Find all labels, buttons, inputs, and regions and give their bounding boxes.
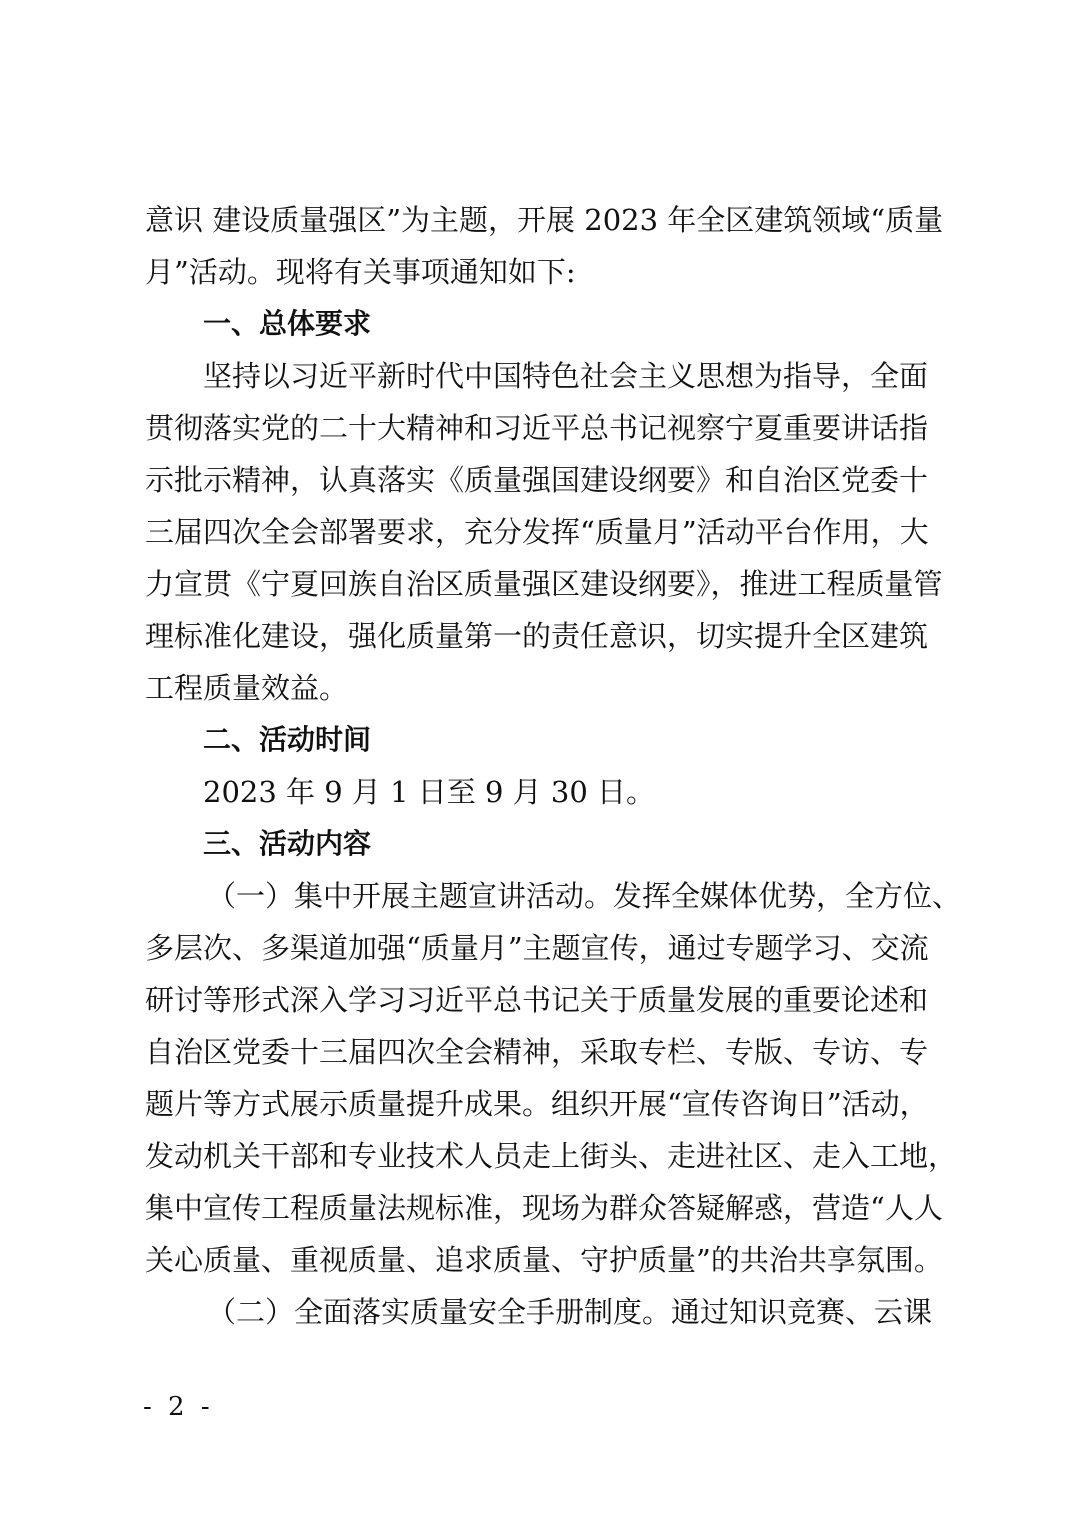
body-line: 研讨等形式深入学习习近平总书记关于质量发展的重要论述和 <box>145 983 929 1017</box>
body-line: 理标准化建设，强化质量第一的责任意识，切实提升全区建筑 <box>145 619 929 653</box>
body-line: 集中宣传工程质量法规标准，现场为群众答疑解惑，营造“人人 <box>145 1191 943 1225</box>
section-heading: 一、总体要求 <box>203 307 372 340</box>
body-line: （二）全面落实质量安全手册制度。通过知识竞赛、云课 <box>207 1295 933 1329</box>
body-line: 多层次、多渠道加强“质量月”主题宣传，通过专题学习、交流 <box>145 931 929 965</box>
body-line: 月”活动。现将有关事项通知如下: <box>145 255 576 289</box>
section-heading: 二、活动时间 <box>203 723 372 756</box>
body-line: 意识 建设质量强区”为主题，开展 2023 年全区建筑领域“质量 <box>145 203 944 237</box>
body-line: 发动机关干部和专业技术人员走上街头、走进社区、走入工地， <box>145 1139 958 1173</box>
page-number: - 2 - <box>143 1392 214 1422</box>
body-line: 工程质量效益。 <box>145 671 349 705</box>
document-body <box>145 194 962 1338</box>
body-line: 示批示精神，认真落实《质量强国建设纲要》和自治区党委十 <box>145 463 929 497</box>
body-line: 坚持以习近平新时代中国特色社会主义思想为指导，全面 <box>203 359 929 393</box>
body-line: 三届四次全会部署要求，充分发挥“质量月”活动平台作用，大 <box>145 515 929 549</box>
body-line: 关心质量、重视质量、追求质量、守护质量”的共治共享氛围。 <box>145 1243 943 1277</box>
body-line: 题片等方式展示质量提升成果。组织开展“宣传咨询日”活动， <box>145 1087 929 1121</box>
section-heading: 三、活动内容 <box>203 827 372 860</box>
body-line: （一）集中开展主题宣讲活动。发挥全媒体优势，全方位、 <box>207 879 962 913</box>
body-line: 力宣贯《宁夏回族自治区质量强区建设纲要》，推进工程质量管 <box>145 567 943 601</box>
body-line: 2023 年 9 月 1 日至 9 月 30 日。 <box>203 775 656 809</box>
body-line: 自治区党委十三届四次全会精神，采取专栏、专版、专访、专 <box>145 1035 929 1069</box>
body-line: 贯彻落实党的二十大精神和习近平总书记视察宁夏重要讲话指 <box>145 411 929 445</box>
